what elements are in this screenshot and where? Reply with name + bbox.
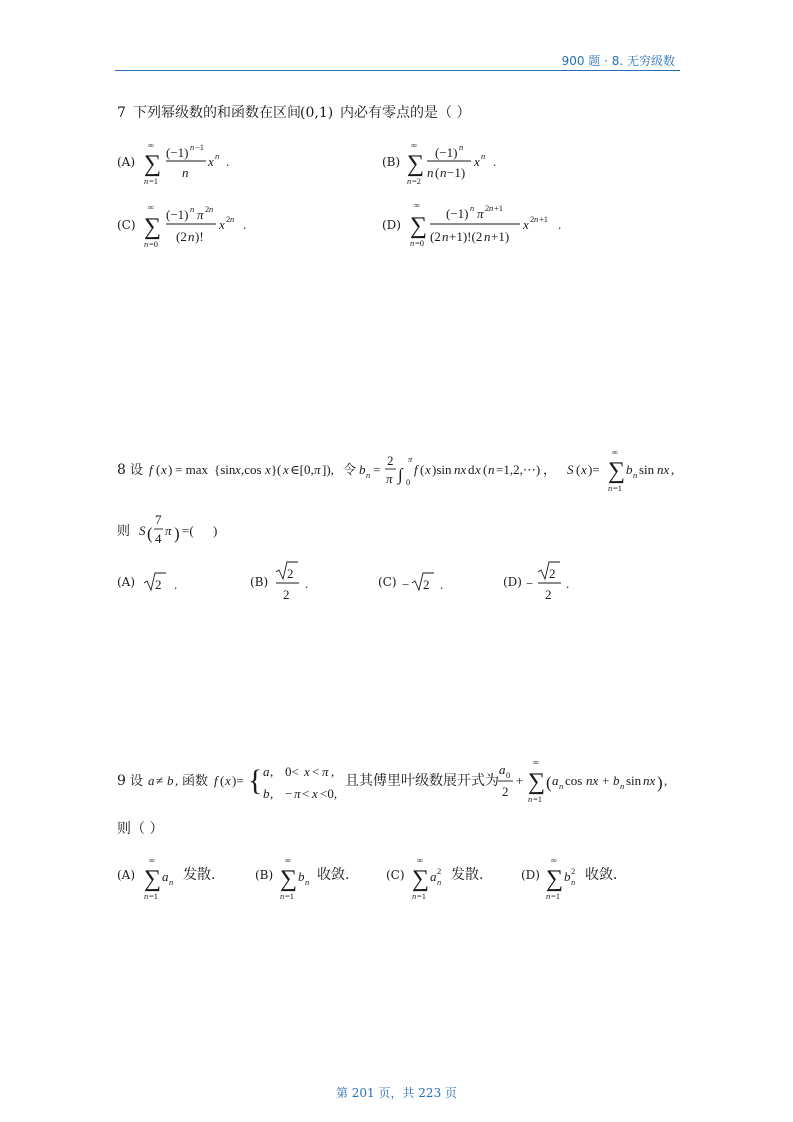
svg-text:): )	[213, 523, 218, 538]
svg-text:x: x	[283, 462, 289, 477]
option-label: (D)	[382, 218, 401, 232]
svg-text:∑: ∑	[546, 866, 564, 892]
option-d-formula	[544, 854, 584, 902]
svg-text:2: 2	[205, 204, 210, 214]
question-stem-series	[497, 756, 677, 806]
svg-text:}: }	[271, 462, 278, 477]
svg-text:π: π	[314, 462, 321, 477]
svg-text:,: ,	[270, 786, 274, 801]
svg-text:n: n	[546, 891, 551, 901]
svg-text:.: .	[174, 577, 178, 592]
svg-text:2: 2	[387, 453, 394, 468]
svg-text:n: n	[182, 165, 189, 180]
svg-text:n: n	[407, 176, 412, 186]
svg-text:a: a	[148, 773, 155, 788]
svg-text:(: (	[220, 773, 225, 788]
svg-text:=1: =1	[149, 176, 159, 186]
svg-text:+: +	[602, 773, 610, 788]
svg-text:n: n	[470, 203, 475, 213]
svg-text:S: S	[567, 462, 574, 477]
svg-text:)=: )=	[232, 773, 244, 788]
svg-text:(: (	[546, 773, 552, 792]
svg-text:−1: −1	[195, 142, 205, 152]
svg-text:∞: ∞	[417, 855, 424, 865]
svg-text:n: n	[442, 229, 449, 244]
svg-text:b: b	[359, 462, 366, 477]
svg-text:x: x	[474, 154, 480, 169]
svg-text:,: ,	[331, 764, 335, 779]
svg-text:n: n	[488, 462, 495, 477]
option-label: (A)	[117, 575, 136, 589]
svg-text:∫: ∫	[398, 465, 403, 484]
svg-text:2: 2	[485, 203, 490, 213]
svg-text:sin: sin	[626, 773, 642, 788]
svg-text:b: b	[298, 869, 305, 884]
svg-text:2: 2	[283, 587, 290, 602]
svg-text:n: n	[481, 151, 486, 161]
svg-text:∑: ∑	[608, 458, 626, 484]
svg-text:+: +	[516, 773, 524, 788]
svg-text:.: .	[226, 154, 230, 169]
svg-text:0<: 0<	[285, 764, 299, 779]
svg-text:n: n	[305, 877, 310, 887]
svg-text:π: π	[386, 471, 393, 486]
svg-text:∑: ∑	[144, 214, 162, 240]
option-b-formula	[278, 854, 318, 902]
svg-text:(2: (2	[176, 229, 187, 244]
svg-text:= max: = max	[175, 462, 208, 477]
option-label: (B)	[250, 575, 269, 589]
svg-text:n: n	[190, 142, 195, 152]
svg-text:f: f	[214, 773, 218, 788]
svg-text:x: x	[225, 773, 231, 788]
svg-text:2: 2	[571, 866, 576, 876]
svg-text:π: π	[322, 764, 329, 779]
svg-text:n: n	[484, 229, 491, 244]
svg-text:2: 2	[437, 866, 442, 876]
svg-text:n: n	[169, 877, 174, 887]
svg-text:令: 令	[343, 463, 357, 478]
svg-text:2: 2	[423, 577, 430, 592]
svg-text:n: n	[559, 781, 564, 791]
svg-text:∑: ∑	[144, 866, 162, 892]
svg-text:x: x	[235, 462, 241, 477]
option-label: (C)	[117, 218, 136, 232]
svg-text:.: .	[243, 217, 247, 232]
svg-text:n: n	[489, 203, 494, 213]
svg-text:,: ,	[664, 773, 668, 788]
svg-text:): )	[657, 773, 663, 792]
svg-text:n: n	[633, 470, 638, 480]
option-c-formula	[142, 202, 254, 252]
option-label: (C)	[386, 868, 405, 882]
svg-text:2: 2	[155, 577, 162, 592]
svg-text:,cos: ,cos	[241, 462, 262, 477]
question-stem: 下列幂级数的和函数在区间	[133, 105, 301, 121]
option-c-formula	[410, 854, 450, 902]
svg-text:+1)!(2: +1)!(2	[449, 229, 483, 244]
svg-text:,: ,	[270, 764, 274, 779]
svg-text:∑: ∑	[280, 866, 298, 892]
svg-text:n: n	[427, 165, 434, 180]
svg-text:n: n	[608, 483, 613, 493]
svg-text:+1: +1	[539, 214, 549, 224]
svg-text:n: n	[190, 204, 195, 214]
svg-text:]),: ]),	[322, 462, 334, 477]
svg-text:−: −	[402, 577, 410, 592]
svg-text:2: 2	[226, 214, 231, 224]
svg-text:.: .	[305, 576, 309, 591]
svg-text:(−1): (−1)	[166, 145, 189, 160]
svg-text:.: .	[566, 576, 570, 591]
svg-text:=0: =0	[415, 238, 425, 248]
svg-text:−1): −1)	[447, 165, 466, 180]
svg-text:=2: =2	[412, 176, 422, 186]
svg-text:2: 2	[545, 587, 552, 602]
svg-text:{: {	[248, 764, 263, 797]
svg-text:π: π	[197, 207, 204, 222]
svg-text:=1: =1	[149, 891, 159, 901]
svg-text:x: x	[208, 154, 214, 169]
option-label: (D)	[503, 575, 522, 589]
svg-text:−: −	[526, 576, 534, 591]
svg-text:+1: +1	[494, 203, 504, 213]
svg-text:函数: 函数	[182, 774, 209, 789]
svg-text:(2: (2	[430, 229, 441, 244]
svg-text:n: n	[144, 239, 149, 249]
svg-text:2: 2	[287, 566, 294, 581]
svg-text:∞: ∞	[148, 202, 155, 212]
svg-text:=1: =1	[285, 891, 295, 901]
svg-text:b: b	[626, 462, 633, 477]
question-stem-line2	[115, 508, 235, 552]
svg-text:=: =	[373, 462, 381, 477]
option-verdict: 收敛.	[317, 867, 350, 883]
svg-text:.: .	[493, 154, 497, 169]
svg-text:设: 设	[130, 774, 144, 789]
svg-text:，: ，	[543, 462, 557, 477]
svg-text:π: π	[408, 454, 413, 464]
option-label: (B)	[255, 868, 274, 882]
svg-text:≠: ≠	[156, 773, 164, 788]
svg-text:x: x	[581, 462, 587, 477]
svg-text:x: x	[219, 217, 225, 232]
svg-text:4: 4	[155, 531, 162, 546]
svg-text:(: (	[156, 462, 161, 477]
svg-text:+1): +1)	[491, 229, 510, 244]
svg-text:=1: =1	[551, 891, 561, 901]
svg-text:(−1): (−1)	[435, 145, 458, 160]
header-title: 900 题 · 8. 无穷级数	[561, 54, 675, 68]
svg-text:2: 2	[530, 214, 535, 224]
svg-text:b: b	[263, 786, 270, 801]
svg-text:(−1): (−1)	[166, 207, 189, 222]
svg-text:−: −	[285, 786, 293, 801]
svg-text:∞: ∞	[533, 757, 540, 767]
svg-text:(: (	[483, 462, 488, 477]
svg-text:π: π	[294, 786, 301, 801]
svg-text:∑: ∑	[410, 213, 428, 239]
svg-text:nx: nx	[586, 773, 599, 788]
svg-text:∞: ∞	[149, 855, 156, 865]
option-verdict: 发散.	[451, 867, 484, 883]
svg-text:∞: ∞	[612, 447, 619, 457]
question-stem-line2: 则（ ）	[117, 821, 164, 837]
svg-text:a: a	[263, 764, 270, 779]
svg-text:b: b	[613, 773, 620, 788]
option-c-formula	[402, 570, 462, 596]
svg-text:x: x	[523, 217, 529, 232]
svg-text:a: a	[499, 762, 506, 777]
svg-text:n: n	[437, 877, 442, 887]
svg-text:nx: nx	[454, 462, 467, 477]
svg-text:cos: cos	[565, 773, 583, 788]
svg-text:∑: ∑	[528, 769, 546, 795]
svg-text:<0,: <0,	[320, 786, 338, 801]
svg-text:=1: =1	[533, 794, 543, 804]
option-verdict: 发散.	[183, 867, 216, 883]
svg-text:∞: ∞	[414, 200, 421, 210]
svg-text:∞: ∞	[551, 855, 558, 865]
svg-text:n: n	[528, 794, 533, 804]
option-a-formula	[142, 570, 192, 596]
page-footer: 第 201 页，共 223 页	[335, 1086, 458, 1100]
svg-text:(: (	[277, 462, 282, 477]
svg-text:(−1): (−1)	[446, 206, 469, 221]
svg-text:∑: ∑	[412, 866, 430, 892]
svg-text:x: x	[161, 462, 167, 477]
svg-text:n: n	[215, 151, 220, 161]
svg-text:n: n	[440, 165, 447, 180]
svg-text:f: f	[149, 462, 153, 477]
svg-text:=1: =1	[417, 891, 427, 901]
svg-text:n: n	[412, 891, 417, 901]
svg-text:,: ,	[175, 773, 179, 788]
option-label: (A)	[117, 155, 136, 169]
question-stem-formula	[130, 446, 680, 496]
svg-text:=(: =(	[182, 523, 194, 538]
svg-text:x: x	[304, 764, 310, 779]
svg-text:x: x	[265, 462, 271, 477]
svg-text:a: a	[552, 773, 559, 788]
svg-text:n: n	[144, 891, 149, 901]
svg-text:∞: ∞	[148, 140, 155, 150]
option-b-formula	[405, 140, 515, 188]
svg-text:∞: ∞	[411, 140, 418, 150]
svg-text:则: 则	[117, 524, 131, 539]
svg-text:.: .	[558, 217, 562, 232]
svg-text:(: (	[420, 462, 425, 477]
question-number: 8	[117, 462, 126, 478]
svg-text:0: 0	[406, 477, 411, 487]
svg-text:∑: ∑	[144, 151, 162, 177]
svg-text:∑: ∑	[407, 151, 425, 177]
option-a-formula	[142, 140, 242, 188]
header-rule	[115, 70, 680, 71]
question-stem-text: 且其傅里叶级数展开式为	[345, 773, 499, 789]
svg-text:<: <	[312, 764, 320, 779]
svg-text:f: f	[414, 462, 418, 477]
question-stem-piecewise	[130, 756, 350, 806]
svg-text:∞: ∞	[285, 855, 292, 865]
svg-text:n: n	[230, 214, 235, 224]
svg-text:π: π	[477, 206, 484, 221]
svg-text:n: n	[144, 176, 149, 186]
svg-text:=0: =0	[149, 239, 159, 249]
svg-text:n: n	[280, 891, 285, 901]
option-verdict: 收敛.	[585, 867, 618, 883]
svg-text:x: x	[425, 462, 431, 477]
option-b-formula	[273, 561, 323, 605]
svg-text:sin: sin	[639, 462, 655, 477]
option-d-formula	[408, 200, 568, 252]
option-label: (B)	[382, 155, 401, 169]
svg-text:n: n	[410, 238, 415, 248]
question-number: 7	[117, 105, 126, 121]
svg-text:设: 设	[130, 463, 144, 478]
option-label: (A)	[117, 868, 136, 882]
svg-text:n: n	[366, 470, 371, 480]
question-stem-tail: 内必有零点的是（ ）	[340, 105, 471, 121]
svg-text:): )	[168, 462, 173, 477]
svg-text:a: a	[162, 869, 169, 884]
svg-text:S: S	[139, 523, 146, 538]
option-label: (D)	[521, 868, 540, 882]
svg-text:2: 2	[549, 566, 556, 581]
option-label: (C)	[378, 575, 397, 589]
svg-text:)sin: )sin	[432, 462, 452, 477]
svg-text:=1,2,⋯): =1,2,⋯)	[496, 462, 541, 477]
svg-text:.: .	[440, 577, 444, 592]
svg-text:)!: )!	[195, 229, 204, 244]
svg-text:0: 0	[506, 770, 511, 780]
svg-text:=1: =1	[613, 483, 623, 493]
svg-text:n: n	[620, 781, 625, 791]
svg-text:nx: nx	[643, 773, 656, 788]
svg-text:π: π	[165, 523, 172, 538]
svg-text:{sin: {sin	[214, 462, 236, 477]
option-d-formula	[526, 561, 586, 605]
svg-text:n: n	[571, 877, 576, 887]
svg-text:∈[0,: ∈[0,	[290, 462, 314, 477]
svg-text:(: (	[576, 462, 581, 477]
option-a-formula	[142, 854, 182, 902]
svg-text:): )	[174, 524, 180, 543]
svg-text:n: n	[534, 214, 539, 224]
svg-text:n: n	[188, 229, 195, 244]
svg-text:d: d	[468, 462, 475, 477]
svg-text:(: (	[147, 524, 153, 543]
svg-text:b: b	[167, 773, 174, 788]
question-number: 9	[117, 773, 126, 789]
svg-text:x: x	[312, 786, 318, 801]
svg-text:x: x	[475, 462, 481, 477]
svg-text:(: (	[435, 165, 440, 180]
svg-text:a: a	[430, 869, 437, 884]
svg-text:<: <	[302, 786, 310, 801]
question-interval: (0,1)	[300, 105, 334, 121]
svg-text:nx: nx	[657, 462, 670, 477]
svg-text:2: 2	[502, 784, 509, 799]
svg-text:7: 7	[155, 512, 162, 527]
svg-text:n: n	[459, 142, 464, 152]
svg-text:b: b	[564, 869, 571, 884]
svg-text:)=: )=	[588, 462, 600, 477]
svg-text:,: ,	[671, 462, 675, 477]
svg-text:n: n	[209, 204, 214, 214]
